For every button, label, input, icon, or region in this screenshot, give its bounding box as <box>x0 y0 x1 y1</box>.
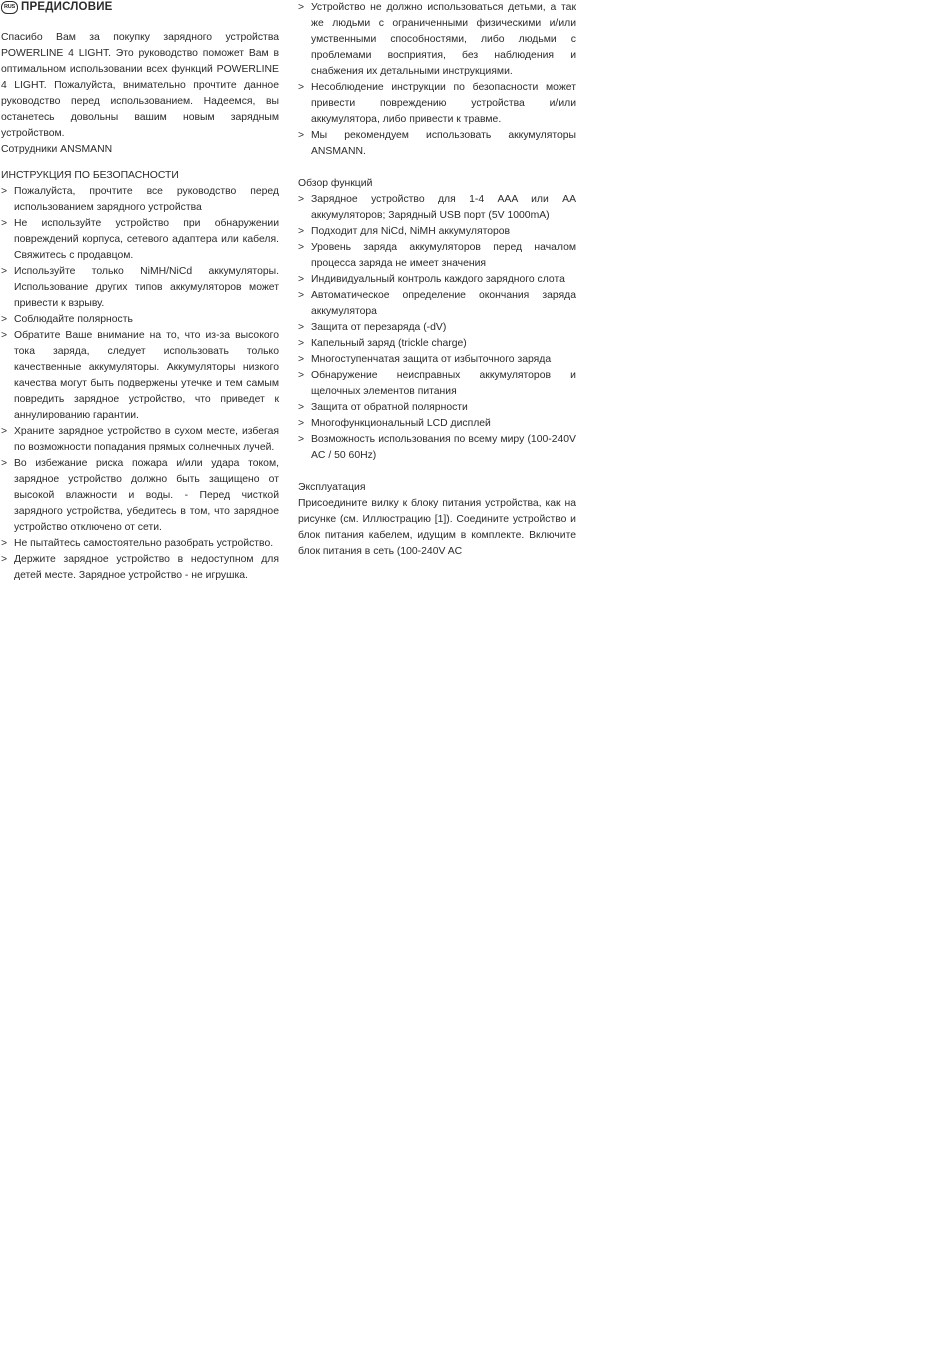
signature: Сотрудники ANSMANN <box>1 144 113 155</box>
safety-item: > Используйте только NiMH/NiCd аккумуляторы. Использование других типов аккумуляторов может привести к взрыву. <box>1 264 279 312</box>
safety-list <box>1 184 279 584</box>
safety-list-continued <box>298 0 576 160</box>
feature-item: > Многоступенчатая защита от избыточного заряда <box>298 352 576 368</box>
preface-heading <box>1 0 279 14</box>
feature-item: > Защита от обратной полярности <box>298 400 576 416</box>
feature-item: > Возможность использования по всему миру (100-240V AC / 50 60Hz) <box>298 432 576 464</box>
safety-item: > Устройство не должно использоваться детьми, а так же людьми с ограниченными физическими и/или умственными способностями, либо людьми с проблемами восприятия, без наблюдения и снабжения их детальными инструкциями. <box>298 0 576 80</box>
right-column <box>298 0 576 560</box>
feature-item: > Зарядное устройство для 1-4 AAA или AA аккумуляторов; Зарядный USB порт (5V 1000mA) <box>298 192 576 224</box>
safety-item: > Храните зарядное устройство в сухом месте, избегая по возможности попадания прямых солнечных лучей. <box>1 424 279 456</box>
safety-item: > Пожалуйста, прочтите все руководство перед использованием зарядного устройства <box>1 184 279 216</box>
safety-item: > Несоблюдение инструкции по безопасности может привести повреждению устройства и/или аккумулятора, либо привести к травме. <box>298 80 576 128</box>
safety-item: > Во избежание риска пожара и/или удара током, зарядное устройство должно быть защищено от высокой влажности и воды. - Перед чисткой зарядного устройства, убедитесь в том, что зарядное устройство отключено от сети. <box>1 456 279 536</box>
language-badge: RUS <box>1 1 18 14</box>
safety-item: > Не пытайтесь самостоятельно разобрать устройство. <box>1 536 279 552</box>
feature-item: > Многофункциональный LCD дисплей <box>298 416 576 432</box>
features-list <box>298 192 576 464</box>
feature-item: > Индивидуальный контроль каждого зарядного слота <box>298 272 576 288</box>
features-title: Обзор функций <box>298 178 373 189</box>
intro-paragraph: Спасибо Вам за покупку зарядного устройства POWERLINE 4 LIGHT. Это руководство поможет Вам в оптимальном использовании всех функций POWERLINE 4 LIGHT. Пожалуйста, внимательно прочтите данное руководство перед использованием. Надеемся, вы останетесь довольны вашим новым зарядным устройством. <box>1 32 279 139</box>
safety-item: > Соблюдайте полярность <box>1 312 279 328</box>
operation-title: Эксплуатация <box>298 482 366 493</box>
operation-paragraph: Присоедините вилку к блоку питания устройства, как на рисунке (см. Иллюстрацию [1]). Соедините устройство и блок питания кабелем, идущим в комплекте. Включите блок питания в сеть (100-240V AC <box>298 498 576 557</box>
feature-item: > Обнаружение неисправных аккумуляторов и щелочных элементов питания <box>298 368 576 400</box>
feature-item: > Капельный заряд (trickle charge) <box>298 336 576 352</box>
safety-title: ИНСТРУКЦИЯ ПО БЕЗОПАСНОСТИ <box>1 170 179 181</box>
safety-item: > Держите зарядное устройство в недоступном для детей месте. Зарядное устройство - не игрушка. <box>1 552 279 584</box>
safety-item: > Не используйте устройство при обнаружении повреждений корпуса, сетевого адаптера или кабеля. Свяжитесь с продавцом. <box>1 216 279 264</box>
preface-title: ПРЕДИСЛОВИЕ <box>21 1 113 13</box>
feature-item: > Защита от перезаряда (-dV) <box>298 320 576 336</box>
feature-item: > Уровень заряда аккумуляторов перед началом процесса заряда не имеет значения <box>298 240 576 272</box>
safety-item: > Обратите Ваше внимание на то, что из-за высокого тока заряда, следует использовать только качественные аккумуляторы. Аккумуляторы низкого качества могут быть подвержены утечке и тем самым повредить зарядное устройство, что приведет к аннулированию гарантии. <box>1 328 279 424</box>
feature-item: > Автоматическое определение окончания заряда аккумулятора <box>298 288 576 320</box>
feature-item: > Подходит для NiCd, NiMH аккумуляторов <box>298 224 576 240</box>
left-column <box>1 0 279 584</box>
safety-item: > Мы рекомендуем использовать аккумуляторы ANSMANN. <box>298 128 576 160</box>
